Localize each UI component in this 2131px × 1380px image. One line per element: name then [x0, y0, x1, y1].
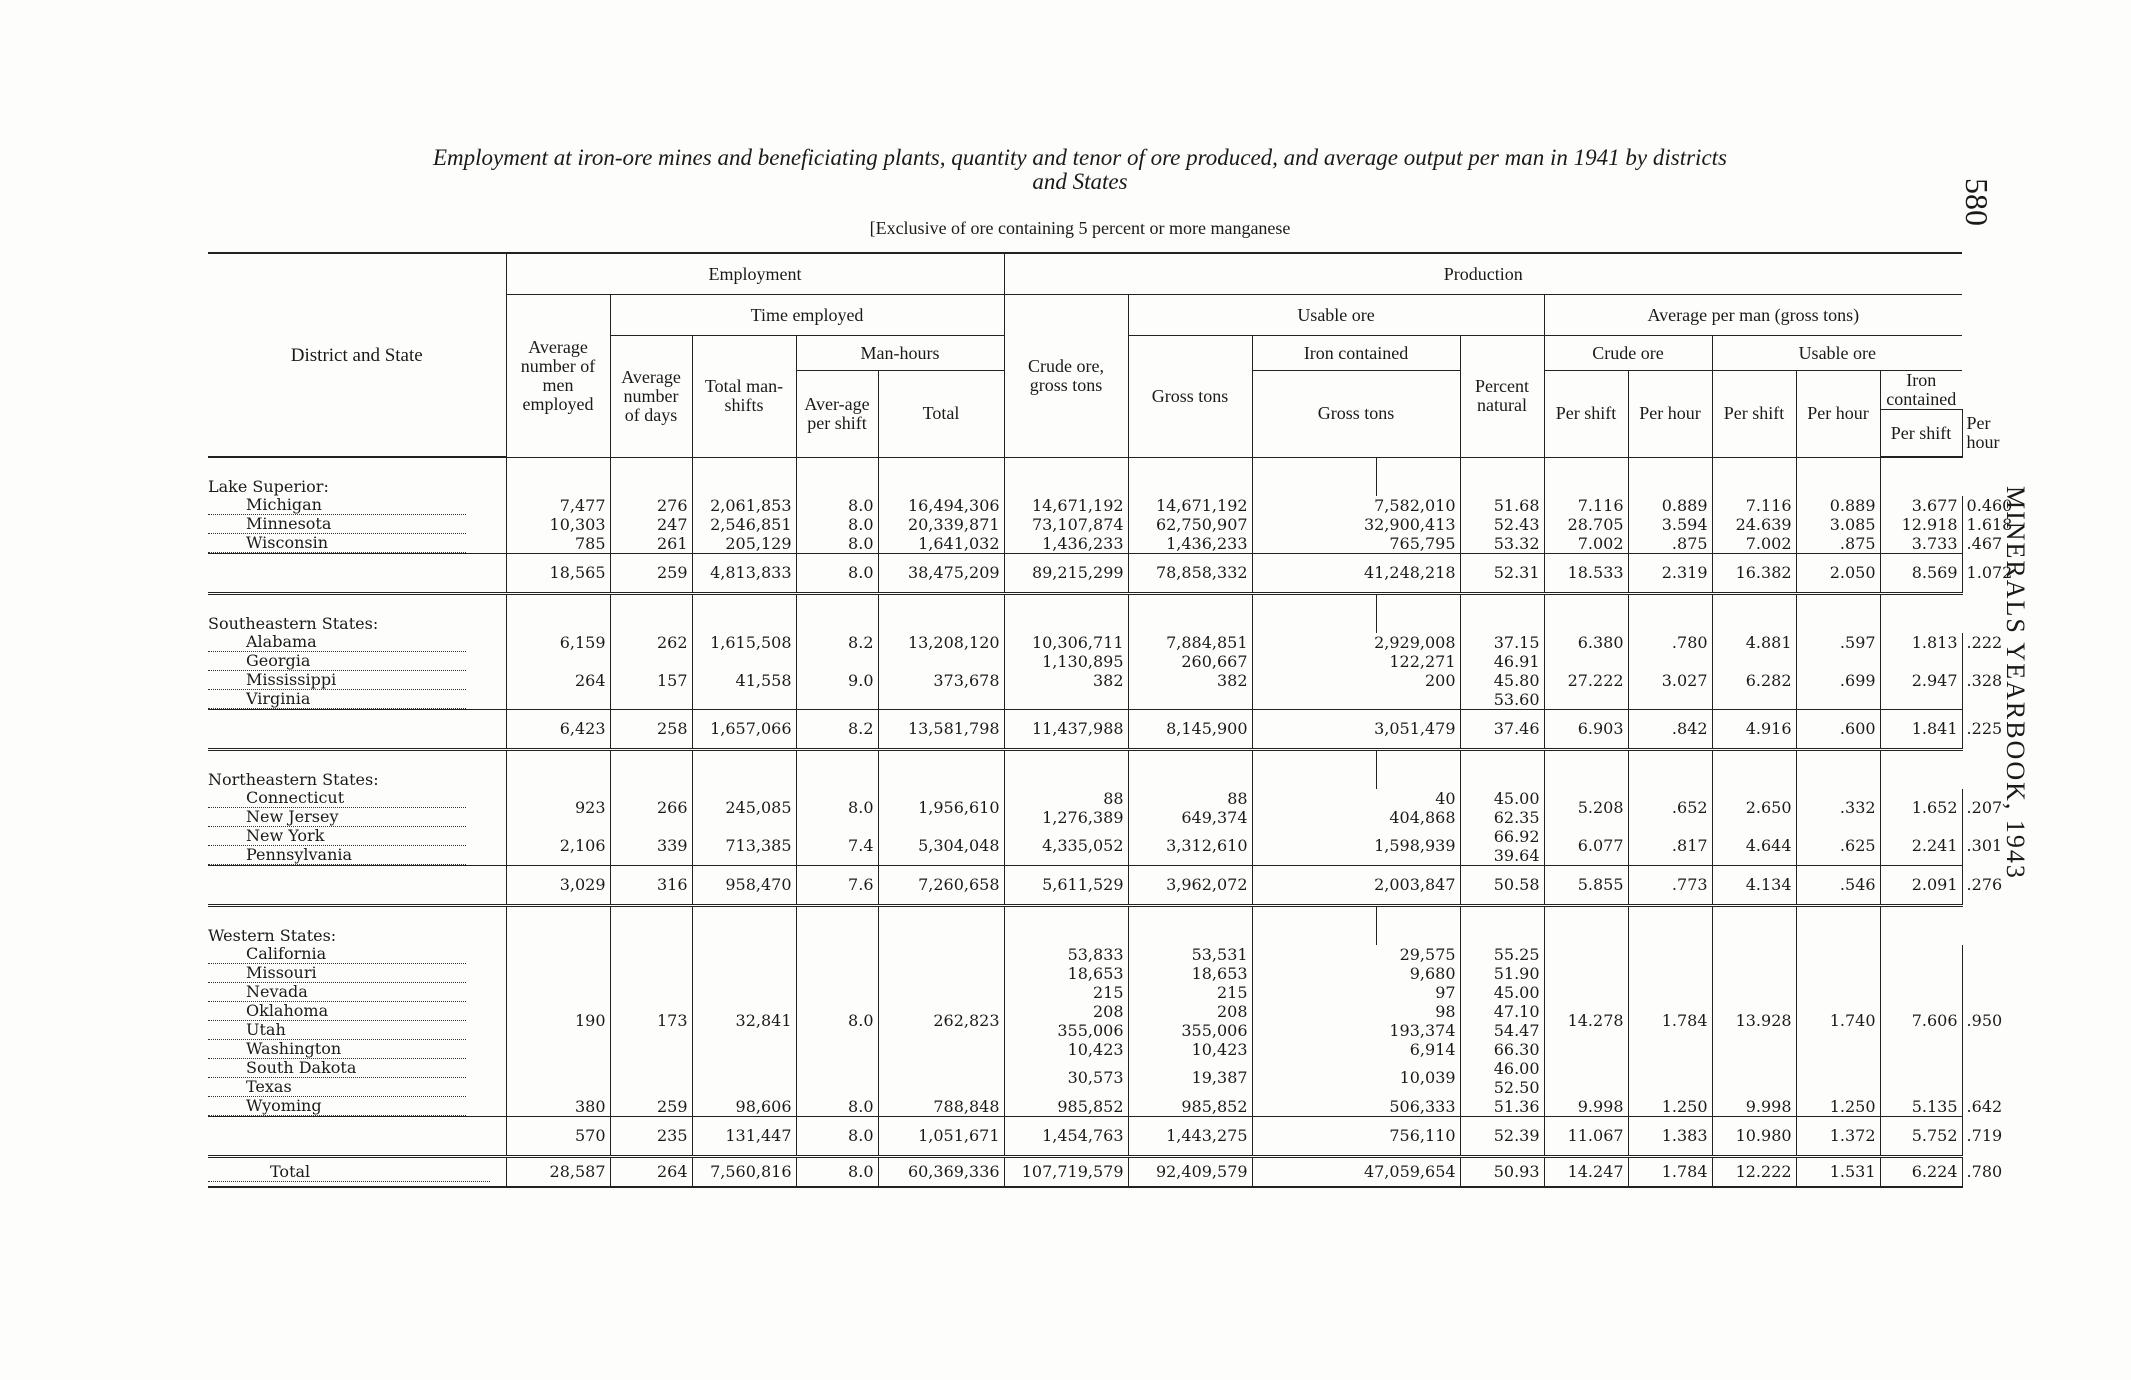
crude-per-hour-header: Per hour — [1628, 371, 1712, 458]
table-cell: 54.47 — [1460, 1021, 1544, 1040]
subtotal-row: 3,029 316 958,470 7.6 7,260,658 5,611,529 3,962,072 2,003,847 50.58 5.855 .773 4.134 .546 2.091 .276 — [208, 866, 1962, 906]
table-cell: 4.881 — [1712, 633, 1796, 652]
table-cell: 3.733 — [1880, 534, 1962, 554]
state-name: Michigan — [208, 496, 506, 515]
table-cell: 6,159 — [506, 633, 610, 652]
table-cell: 18,653 — [1128, 964, 1252, 983]
table-cell: .600 — [1796, 710, 1880, 750]
table-cell: 45.00 — [1460, 983, 1544, 1002]
crude-ore-header: Crude ore, gross tons — [1004, 295, 1128, 458]
state-name: Washington — [208, 1040, 506, 1059]
usable-iron-header: Iron contained — [1880, 371, 1962, 410]
table-cell: 6,423 — [506, 710, 610, 750]
table-row: South Dakota 30,573 19,387 10,039 46.00 — [208, 1059, 1962, 1078]
table-cell: 8.0 — [796, 1157, 878, 1188]
table-cell: 4,813,833 — [692, 554, 796, 594]
table-row: Connecticut 923 266 245,085 8.0 1,956,610 88 88 40 45.00 5.208 .652 2.650 .332 1.652 .207 — [208, 789, 1962, 808]
table-cell: 193,374 — [1252, 1021, 1460, 1040]
iron-gross-tons-header: Gross tons — [1252, 371, 1460, 458]
table-cell: 10,303 — [506, 515, 610, 534]
table-cell: 18,653 — [1004, 964, 1128, 983]
group-row — [208, 457, 1962, 496]
table-row: Texas 52.50 — [208, 1078, 1962, 1097]
table-cell: .780 — [1628, 633, 1712, 652]
page-number: 580 — [1959, 178, 1995, 226]
table-cell: 10,423 — [1004, 1040, 1128, 1059]
table-cell: .546 — [1796, 866, 1880, 906]
iron-ore-table — [208, 252, 2013, 1188]
table-cell: 6.903 — [1544, 710, 1628, 750]
group-name: Northeastern States: — [208, 770, 379, 789]
state-name: New York — [208, 827, 506, 846]
table-cell: 41,248,218 — [1252, 554, 1460, 594]
table-cell: 8,145,900 — [1128, 710, 1252, 750]
table-cell: 37.46 — [1460, 710, 1544, 750]
table-cell: 247 — [610, 515, 692, 534]
table-cell: 765,795 — [1252, 534, 1460, 554]
table-cell: 2.050 — [1796, 554, 1880, 594]
table-cell: 0.889 — [1796, 496, 1880, 515]
table-cell: 51.90 — [1460, 964, 1544, 983]
usable-ore-header: Usable ore — [1128, 295, 1544, 336]
table-cell: 7,582,010 — [1252, 496, 1460, 515]
table-cell: 50.58 — [1460, 866, 1544, 906]
table-cell: 3.594 — [1628, 515, 1712, 534]
table-cell: 9,680 — [1252, 964, 1460, 983]
table-row: New York 2,106 339 713,385 7.4 5,304,048 4,335,052 3,312,610 1,598,939 66.92 6.077 .817 4.644 .625 2.241 .301 — [208, 827, 1962, 846]
state-name: Nevada — [208, 983, 506, 1002]
usable-per-shift-header: Per shift — [1712, 371, 1796, 458]
table-cell: 7.116 — [1712, 496, 1796, 515]
table-cell: 37.15 — [1460, 633, 1544, 652]
table-cell: 7.116 — [1544, 496, 1628, 515]
table-cell: 5,611,529 — [1004, 866, 1128, 906]
table-cell: 12.918 — [1880, 515, 1962, 534]
table-cell: 4.134 — [1712, 866, 1796, 906]
table-row: California 190 173 32,841 8.0 262,823 53,833 53,531 29,575 55.25 14.278 1.784 13.928 1.740 7.606 .950 — [208, 945, 1962, 964]
table-cell: 3,051,479 — [1252, 710, 1460, 750]
table-body — [208, 457, 2013, 1187]
table-cell: 6.380 — [1544, 633, 1628, 652]
table-row: Mississippi 382 382 200 45.80 — [208, 671, 1962, 690]
table-cell: 52.39 — [1460, 1117, 1544, 1157]
table-cell: 208 — [1128, 1002, 1252, 1021]
table-cell: 62,750,907 — [1128, 515, 1252, 534]
group-row — [208, 906, 1962, 946]
table-cell: 14,671,192 — [1004, 496, 1128, 515]
table-row: Wyoming 380 259 98,606 8.0 788,848 985,852 985,852 506,333 51.36 9.998 1.250 9.998 1.250 5.135 .642 — [208, 1097, 1962, 1117]
table-cell: 3.677 — [1880, 496, 1962, 515]
table-cell: .773 — [1628, 866, 1712, 906]
avg-per-shift-header: Aver-age per shift — [796, 371, 878, 458]
table-cell: 16,494,306 — [878, 496, 1004, 515]
state-name: Alabama — [208, 633, 506, 652]
avg-per-man-header: Average per man (gross tons) — [1544, 295, 1962, 336]
table-cell: 78,858,332 — [1128, 554, 1252, 594]
group-name: Southeastern States: — [208, 614, 379, 633]
table-cell: 1.841 — [1880, 710, 1962, 750]
state-name: Missouri — [208, 964, 506, 983]
table-cell: 5.752 — [1880, 1117, 1962, 1157]
table-row: Wisconsin 785 261 205,129 8.0 1,641,032 1,436,233 1,436,233 765,795 53.32 7.002 .875 7.002 .875 3.733 .467 — [208, 534, 1962, 554]
table-cell: 38,475,209 — [878, 554, 1004, 594]
table-row: Georgia 264 157 41,558 9.0 373,678 1,130,895 260,667 122,271 46.91 27.222 3.027 6.282 .699 2.947 .328 — [208, 652, 1962, 671]
table-cell: 355,006 — [1004, 1021, 1128, 1040]
state-name: Pennsylvania — [208, 846, 506, 866]
table-row: Virginia 53.60 — [208, 690, 1962, 710]
table-cell: 7,260,658 — [878, 866, 1004, 906]
table-cell: 205,129 — [692, 534, 796, 554]
district-header: District and State — [208, 253, 506, 457]
usable-gross-tons-header: Gross tons — [1128, 336, 1252, 458]
table-cell: 1.531 — [1796, 1157, 1880, 1188]
table-cell: 10,306,711 — [1004, 633, 1128, 652]
man-hours-header: Man-hours — [796, 336, 1004, 371]
table-cell: 259 — [610, 554, 692, 594]
table-header: District and State Employment Production Average number of men employed Time employed Crude ore, gross tons Usable ore Average per man (gross tons) Average number of days Total man-shifts Man-hours Gross tons Iron contained Percent natural Crude ore Usable ore Aver-age per shift Total Gross tons Per shift Per hour Per shift Per hour Iron contained Per shift Per hour — [208, 253, 1962, 457]
table-cell: 51.68 — [1460, 496, 1544, 515]
table-row: Alabama 6,159 262 1,615,508 8.2 13,208,120 10,306,711 7,884,851 2,929,008 37.15 6.380 .780 4.881 .597 1.813 .222 — [208, 633, 1962, 652]
table-cell: 8.0 — [796, 554, 878, 594]
table-cell: 28.705 — [1544, 515, 1628, 534]
table-cell: .875 — [1628, 534, 1712, 554]
table-cell: 1,051,671 — [878, 1117, 1004, 1157]
table-subtitle: [Exclusive of ore containing 5 percent or more manganese — [869, 218, 1291, 238]
table-cell: 3,962,072 — [1128, 866, 1252, 906]
table-cell: 47,059,654 — [1252, 1157, 1460, 1188]
crude-ore-avg-header: Crude ore — [1544, 336, 1712, 371]
table-cell: 12.222 — [1712, 1157, 1796, 1188]
table-cell: 355,006 — [1128, 1021, 1252, 1040]
table-cell: 316 — [610, 866, 692, 906]
table-cell: 215 — [1128, 983, 1252, 1002]
iron-per-shift-header: Per shift — [1880, 410, 1962, 458]
percent-natural-header: Percent natural — [1460, 336, 1544, 458]
table-cell: 50.93 — [1460, 1157, 1544, 1188]
table-cell: 0.889 — [1628, 496, 1712, 515]
table-cell: 4.916 — [1712, 710, 1796, 750]
subtotal-row: 570 235 131,447 8.0 1,051,671 1,454,763 1,443,275 756,110 52.39 11.067 1.383 10.980 1.372 5.752 .719 — [208, 1117, 1962, 1157]
time-employed-header: Time employed — [610, 295, 1004, 336]
table-cell: 18.533 — [1544, 554, 1628, 594]
table-cell: 785 — [506, 534, 610, 554]
total-row: Total 28,587 264 7,560,816 8.0 60,369,336 107,719,579 92,409,579 47,059,654 50.93 14.247 1.784 12.222 1.531 6.224 .780 — [208, 1157, 1962, 1188]
table-cell: 52.43 — [1460, 515, 1544, 534]
table-cell: 10.980 — [1712, 1117, 1796, 1157]
table-cell: 47.10 — [1460, 1002, 1544, 1021]
table-cell: 2.319 — [1628, 554, 1712, 594]
state-name: Wisconsin — [208, 534, 506, 554]
table-cell: 8.0 — [796, 496, 878, 515]
table-cell: 2,061,853 — [692, 496, 796, 515]
state-name: South Dakota — [208, 1059, 506, 1078]
table-cell: 92,409,579 — [1128, 1157, 1252, 1188]
table-cell: 1,443,275 — [1128, 1117, 1252, 1157]
table-row: Pennsylvania 39.64 — [208, 846, 1962, 866]
table-cell: .597 — [1796, 633, 1880, 652]
table-cell: 107,719,579 — [1004, 1157, 1128, 1188]
table-cell: 2,546,851 — [692, 515, 796, 534]
state-name: New Jersey — [208, 808, 506, 827]
production-header: Production — [1004, 253, 1962, 295]
running-head: MINERALS YEARBOOK, 1943 — [2001, 486, 2030, 880]
table-cell: 14.247 — [1544, 1157, 1628, 1188]
table-cell: 7.002 — [1712, 534, 1796, 554]
group-row — [208, 750, 1962, 790]
state-name: Texas — [208, 1078, 506, 1097]
table-cell: 60,369,336 — [878, 1157, 1004, 1188]
table-cell: 258 — [610, 710, 692, 750]
table-cell: 1,641,032 — [878, 534, 1004, 554]
table-cell: 2,929,008 — [1252, 633, 1460, 652]
table-cell: 7.002 — [1544, 534, 1628, 554]
table-cell: 24.639 — [1712, 515, 1796, 534]
table-cell: 276 — [610, 496, 692, 515]
table-cell: .842 — [1628, 710, 1712, 750]
table-cell: 28,587 — [506, 1157, 610, 1188]
table-cell: 1.383 — [1628, 1117, 1712, 1157]
table-cell: 11,437,988 — [1004, 710, 1128, 750]
table-row: New Jersey 1,276,389 649,374 404,868 62.35 — [208, 808, 1962, 827]
usable-ore-avg-header: Usable ore — [1712, 336, 1962, 371]
table-cell: 264 — [610, 1157, 692, 1188]
table-cell: 7,477 — [506, 496, 610, 515]
avg-days-header: Average number of days — [610, 336, 692, 458]
table-cell: 89,215,299 — [1004, 554, 1128, 594]
total-shifts-header: Total man-shifts — [692, 336, 796, 458]
table-row: Minnesota 10,303 247 2,546,851 8.0 20,339,871 73,107,874 62,750,907 32,900,413 52.43 28.705 3.594 24.639 3.085 12.918 1.618 — [208, 515, 1962, 534]
table-cell: 8.2 — [796, 710, 878, 750]
state-name: Oklahoma — [208, 1002, 506, 1021]
table-cell: 262 — [610, 633, 692, 652]
state-name: Georgia — [208, 652, 506, 671]
table-cell: 8.0 — [796, 515, 878, 534]
table-cell: 756,110 — [1252, 1117, 1460, 1157]
table-cell: 2,003,847 — [1252, 866, 1460, 906]
state-name: Minnesota — [208, 515, 506, 534]
table-cell: 8.2 — [796, 633, 878, 652]
table-cell: 261 — [610, 534, 692, 554]
table-cell: 8.0 — [796, 1117, 878, 1157]
table-cell: 1,436,233 — [1128, 534, 1252, 554]
state-name: Utah — [208, 1021, 506, 1040]
subtotal-label — [208, 554, 506, 594]
table-cell: 14,671,192 — [1128, 496, 1252, 515]
avg-men-header: Average number of men employed — [506, 295, 610, 458]
state-name: Virginia — [208, 690, 506, 710]
subtotal-label — [208, 866, 506, 906]
group-row — [208, 594, 1962, 634]
table-cell: 1,454,763 — [1004, 1117, 1128, 1157]
table-cell: 13,208,120 — [878, 633, 1004, 652]
table-cell: 1,615,508 — [692, 633, 796, 652]
state-name: California — [208, 945, 506, 964]
group-name: Western States: — [208, 926, 337, 945]
table-cell: 570 — [506, 1117, 610, 1157]
table-cell: 32,900,413 — [1252, 515, 1460, 534]
table-cell: 52.31 — [1460, 554, 1544, 594]
table-cell: 16.382 — [1712, 554, 1796, 594]
table-cell: 3.085 — [1796, 515, 1880, 534]
total-label: Total — [208, 1157, 506, 1188]
table-cell: 1.784 — [1628, 1157, 1712, 1188]
table-cell: 6.224 — [1880, 1157, 1962, 1188]
table-cell: 18,565 — [506, 554, 610, 594]
table-cell: 7,884,851 — [1128, 633, 1252, 652]
state-name: Connecticut — [208, 789, 506, 808]
table-row: Michigan 7,477 276 2,061,853 8.0 16,494,306 14,671,192 14,671,192 7,582,010 51.68 7.116 0.889 7.116 0.889 3.677 0.460 — [208, 496, 1962, 515]
table-cell: .875 — [1796, 534, 1880, 554]
group-name: Lake Superior: — [208, 477, 329, 496]
table-cell: 8.0 — [796, 534, 878, 554]
table-cell: 10,423 — [1128, 1040, 1252, 1059]
table-cell: 1.813 — [1880, 633, 1962, 652]
table-cell: 5.855 — [1544, 866, 1628, 906]
table-cell: 2.091 — [1880, 866, 1962, 906]
table-cell: 20,339,871 — [878, 515, 1004, 534]
table-cell: 7.6 — [796, 866, 878, 906]
state-name: Mississippi — [208, 671, 506, 690]
table-cell: 66.30 — [1460, 1040, 1544, 1059]
crude-per-shift-header: Per shift — [1544, 371, 1628, 458]
employment-header: Employment — [506, 253, 1004, 295]
table-cell: 1,436,233 — [1004, 534, 1128, 554]
table-cell: 7,560,816 — [692, 1157, 796, 1188]
title-line-1: Employment at iron-ore mines and beneficiating plants, quantity and tenor of ore produced, and average output per man in 1941 by districts — [432, 145, 1727, 170]
table-cell: 8.569 — [1880, 554, 1962, 594]
table-cell: 11.067 — [1544, 1117, 1628, 1157]
table-cell: 53.32 — [1460, 534, 1544, 554]
table-cell: 13,581,798 — [878, 710, 1004, 750]
usable-per-hour-header: Per hour — [1796, 371, 1880, 458]
table-cell: 3,029 — [506, 866, 610, 906]
table-cell: 6,914 — [1252, 1040, 1460, 1059]
table-cell: 235 — [610, 1117, 692, 1157]
man-hours-total-header: Total — [878, 371, 1004, 458]
table-cell: 958,470 — [692, 866, 796, 906]
table-cell: 208 — [1004, 1002, 1128, 1021]
subtotal-row: 18,565 259 4,813,833 8.0 38,475,209 89,215,299 78,858,332 41,248,218 52.31 18.533 2.319 16.382 2.050 8.569 1.072 — [208, 554, 1962, 594]
table-cell: 215 — [1004, 983, 1128, 1002]
table-cell: 73,107,874 — [1004, 515, 1128, 534]
table-title — [200, 146, 1960, 194]
table-cell: 97 — [1252, 983, 1460, 1002]
state-name: Wyoming — [208, 1097, 506, 1117]
subtotal-label — [208, 1117, 506, 1157]
subtotal-label — [208, 710, 506, 750]
table-cell: 98 — [1252, 1002, 1460, 1021]
table-cell: 131,447 — [692, 1117, 796, 1157]
subtotal-row: 6,423 258 1,657,066 8.2 13,581,798 11,437,988 8,145,900 3,051,479 37.46 6.903 .842 4.916 .600 1.841 .225 — [208, 710, 1962, 750]
table-cell: 1,657,066 — [692, 710, 796, 750]
title-line-2: and States — [1032, 169, 1128, 194]
iron-contained-header: Iron contained — [1252, 336, 1460, 371]
table-cell: 1.372 — [1796, 1117, 1880, 1157]
